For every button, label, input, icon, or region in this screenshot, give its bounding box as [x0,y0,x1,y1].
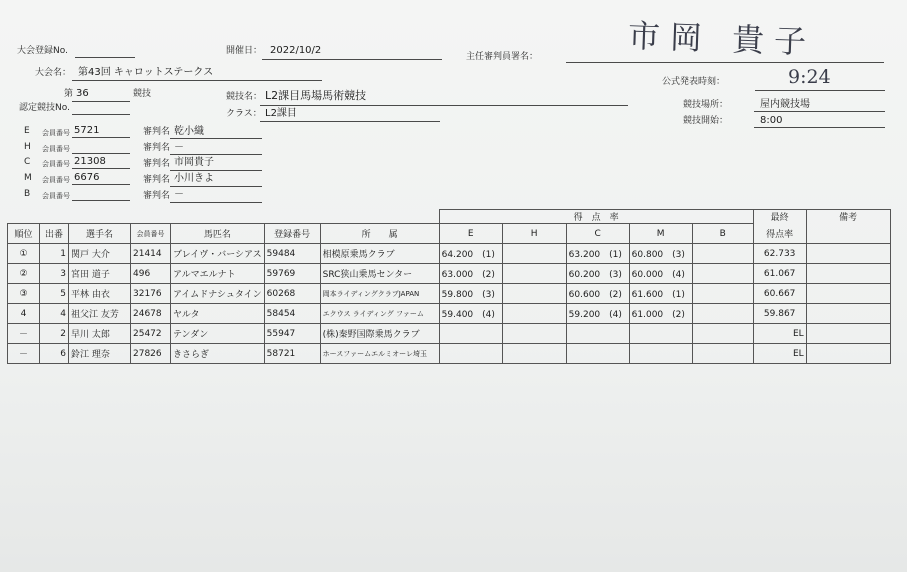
col-horse: 馬匹名 [171,224,265,244]
chief-judge-signature: 市岡 貴子 [627,16,817,62]
rank-cell: ② [8,264,40,284]
score-c-cell: 60.600 (2) [566,284,629,304]
score-m-cell [629,324,692,344]
col-h: H [502,224,566,244]
remarks-header: 備考 [806,210,890,244]
final-cell: 62.733 [753,244,806,264]
score-m-cell: 60.800 (3) [629,244,692,264]
score-e-cell [439,324,502,344]
judge-name-label: 審判名 [143,143,171,153]
affiliation-cell: (株)秦野国際乗馬クラブ [320,324,439,344]
score-c-cell: 60.200 (3) [566,264,629,284]
judge-position: H [24,142,31,152]
affiliation-cell: 相模原乗馬クラブ [320,244,439,264]
remarks-cell [806,284,890,304]
score-h-cell [502,284,566,304]
score-c-cell: 59.200 (4) [566,304,629,324]
judge-position: B [24,189,31,199]
final-cell: 60.667 [753,284,806,304]
header-row [8,224,891,244]
member-no-label: 会員番号 [42,192,70,200]
score-h-cell [502,304,566,324]
entry-no-line [75,57,135,58]
competition-no-value: 36 [76,88,89,99]
member-no-label: 会員番号 [42,145,70,153]
col-rank: 順位 [8,224,40,244]
remarks-cell [806,304,890,324]
reg-no-cell: 58721 [264,344,320,364]
judge-name-label: 審判名 [143,159,171,169]
score-h-cell [502,344,566,364]
score-b-cell [692,304,753,324]
results-table [7,209,891,364]
competition-name-line [260,105,628,106]
order-cell: 2 [40,324,69,344]
event-name-line [72,80,322,81]
table-row [8,284,891,304]
horse-cell: ブレイヴ・バーシアス [171,244,265,264]
affiliation-cell: 岡本ライディングクラブJAPAN [320,284,439,304]
score-h-cell [502,244,566,264]
announce-time-label: 公式発表時刻： [662,77,726,87]
judge-name-value: 乾小織 [174,126,204,137]
start-line [754,127,885,128]
rider-cell: 早川 太郎 [69,324,131,344]
score-c-cell: 63.200 (1) [566,244,629,264]
start-label: 競技開始： [683,116,729,126]
judge-name-value: － [174,189,184,200]
competition-no-line [72,101,130,102]
start-value: 8:00 [760,115,783,126]
certified-label: 認定競技No. [19,103,70,113]
order-cell: 1 [40,244,69,264]
col-e: E [439,224,502,244]
score-e-cell: 59.800 (3) [439,284,502,304]
class-label: クラス： [226,109,262,119]
certified-line [72,114,130,115]
remarks-cell [806,324,890,344]
score-c-cell [566,324,629,344]
score-e-cell: 63.000 (2) [439,264,502,284]
score-group-header: 得 点 率 [439,210,753,224]
rank-cell: － [8,344,40,364]
order-cell: 6 [40,344,69,364]
col-rider: 選手名 [69,224,131,244]
table-row [8,244,891,264]
score-b-cell [692,244,753,264]
rank-cell: 4 [8,304,40,324]
score-b-cell [692,284,753,304]
competition-no-suffix: 競技 [133,89,152,99]
remarks-cell [806,264,890,284]
horse-cell: アイムドナシュタイン [171,284,265,304]
judge-position: M [24,173,32,183]
member-no-cell: 21414 [131,244,171,264]
competition-no-prefix: 第 [64,89,74,99]
member-no-cell: 24678 [131,304,171,324]
venue-value: 屋内競技場 [760,99,810,110]
order-cell: 5 [40,284,69,304]
affiliation-cell: エクウス ライディング ファーム [320,304,439,324]
reg-no-cell: 59769 [264,264,320,284]
col-reg-no: 登録番号 [264,224,320,244]
reg-no-cell: 55947 [264,324,320,344]
score-b-cell [692,264,753,284]
member-no-value: 21308 [74,156,106,167]
event-name-value: 第43回 キャロットステークス [78,67,214,78]
announce-time-value: 9:24 [788,66,831,88]
member-no-value: 5721 [74,125,100,136]
score-e-cell: 64.200 (1) [439,244,502,264]
venue-line [754,111,885,112]
reg-no-cell: 59484 [264,244,320,264]
competition-name-value: L2課目馬場馬術競技 [265,89,367,102]
col-affiliation: 所 属 [320,224,439,244]
announce-time-line [755,90,885,91]
score-h-cell [502,264,566,284]
rank-cell: ③ [8,284,40,304]
member-no-label: 会員番号 [42,129,70,137]
horse-cell: ヤルタ [171,304,265,324]
col-order: 出番 [40,224,69,244]
final-cell: EL [753,324,806,344]
class-value: L2課目 [265,108,297,119]
rank-cell: ① [8,244,40,264]
judge-name-value: 市岡貴子 [174,157,214,168]
final-cell: 59.867 [753,304,806,324]
chief-judge-label: 主任審判員署名： [466,52,539,62]
header-row-top [8,210,891,224]
date-label: 開催日： [226,46,263,56]
rank-cell: － [8,324,40,344]
rider-cell: 鈴江 理奈 [69,344,131,364]
table-row [8,264,891,284]
member-no-label: 会員番号 [42,176,70,184]
score-m-cell: 61.000 (2) [629,304,692,324]
remarks-cell [806,244,890,264]
score-b-cell [692,344,753,364]
score-m-cell: 61.600 (1) [629,284,692,304]
competition-name-label: 競技名： [226,92,263,102]
order-cell: 3 [40,264,69,284]
reg-no-cell: 58454 [264,304,320,324]
remarks-cell [806,344,890,364]
table-row [8,324,891,344]
col-c: C [566,224,629,244]
judge-name-label: 審判名 [143,191,171,201]
judge-position: E [24,126,30,136]
member-no-cell: 27826 [131,344,171,364]
member-no-cell: 32176 [131,284,171,304]
horse-cell: きさらぎ [171,344,265,364]
judge-name-label: 審判名 [143,127,171,137]
entry-no-label: 大会登録No. [17,46,68,56]
col-member-no: 会員番号 [131,224,171,244]
score-m-cell: 60.000 (4) [629,264,692,284]
class-line [260,121,440,122]
order-cell: 4 [40,304,69,324]
table-row [8,304,891,324]
col-m: M [629,224,692,244]
event-name-label: 大会名： [35,68,72,78]
score-e-cell [439,344,502,364]
score-b-cell [692,324,753,344]
reg-no-cell: 60268 [264,284,320,304]
member-no-cell: 25472 [131,324,171,344]
final-cell: 61.067 [753,264,806,284]
judge-position: C [24,157,31,167]
rider-cell: 宮田 道子 [69,264,131,284]
score-e-cell: 59.400 (4) [439,304,502,324]
score-m-cell [629,344,692,364]
date-value: 2022/10/2 [270,45,322,56]
judge-name-label: 審判名 [143,175,171,185]
score-c-cell [566,344,629,364]
table-row [8,344,891,364]
judge-name-value: 小川きよ [174,173,214,184]
venue-label: 競技場所： [683,100,729,110]
signature-line [566,62,884,63]
date-line [262,59,442,60]
horse-cell: アルマエルナト [171,264,265,284]
rider-cell: 関戸 大介 [69,244,131,264]
final-header-bottom: 得点率 [753,224,806,244]
horse-cell: テンダン [171,324,265,344]
score-h-cell [502,324,566,344]
member-no-label: 会員番号 [42,160,70,168]
final-header-top: 最終 [753,210,806,224]
affiliation-cell: ホースファームエルミオーレ埼玉 [320,344,439,364]
member-no-cell: 496 [131,264,171,284]
rider-cell: 祖父江 友芳 [69,304,131,324]
rider-cell: 平林 由衣 [69,284,131,304]
member-no-value: 6676 [74,172,100,183]
col-b: B [692,224,753,244]
final-cell: EL [753,344,806,364]
judge-name-value: － [174,142,184,153]
affiliation-cell: SRC狭山乗馬センター [320,264,439,284]
